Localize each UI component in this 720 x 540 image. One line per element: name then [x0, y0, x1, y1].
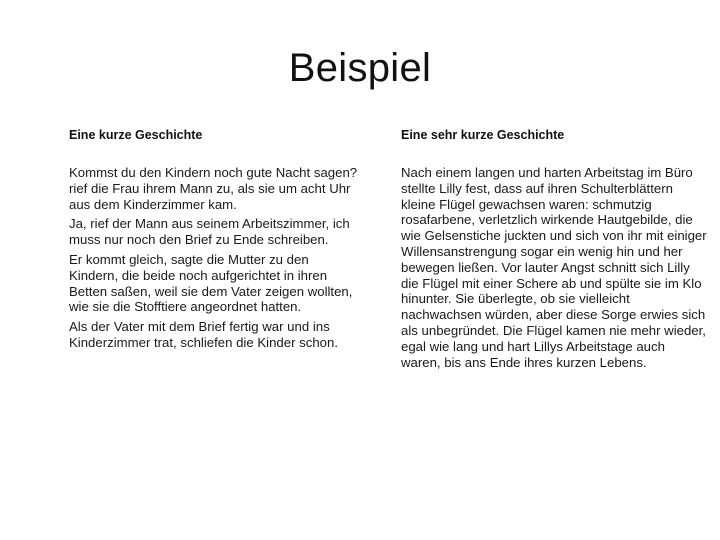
left-column-heading: Eine kurze Geschichte	[69, 128, 203, 142]
right-paragraph-1: Nach einem langen und harten Arbeitstag im Büro stellte Lilly fest, dass auf ihren Schulterblättern kleine Flügel gewachsen waren: schmutzig rosafarbene, verletzlich wirkende Hautgebilde, die wie Gelsenstiche juckten und sich von ihr mit einiger Willensanstrengung sogar ein wenig hin und her bewegen ließen. Vor lauter Angst schnitt sich Lilly die Flügel mit einer Schere ab und spülte sie im Klo hinunter. Sie überlegte, ob sie vielleicht nachwachsen würden, aber diese Sorge erwies sich als unbegründet. Die Flügel kamen nie mehr wieder, egal wie lang und hart Lillys Arbeitstage auch waren, bis ans Ende ihres kurzen Lebens.	[401, 165, 707, 370]
slide-title: Beispiel	[288, 46, 432, 90]
left-column	[69, 127, 359, 355]
left-paragraph-4: Als der Vater mit dem Brief fertig war und ins Kinderzimmer trat, schliefen die Kinder schon.	[69, 319, 338, 350]
right-column-heading: Eine sehr kurze Geschichte	[401, 128, 565, 142]
left-paragraph-3: Er kommt gleich, sagte die Mutter zu den Kindern, die beide noch aufgerichtet in ihren Betten saßen, weil sie dem Vater zeigen wollten, wie sie die Stofftiere angeordnet hatten.	[69, 251, 353, 315]
left-paragraph-2: Ja, rief der Mann aus seinem Arbeitszimmer, ich muss nur noch den Brief zu Ende schreiben.	[69, 216, 350, 248]
right-column	[401, 127, 707, 374]
left-paragraph-1: Kommst du den Kindern noch gute Nacht sagen? rief die Frau ihrem Mann zu, als sie um acht Uhr aus dem Kinderzimmer kam.	[69, 165, 358, 212]
